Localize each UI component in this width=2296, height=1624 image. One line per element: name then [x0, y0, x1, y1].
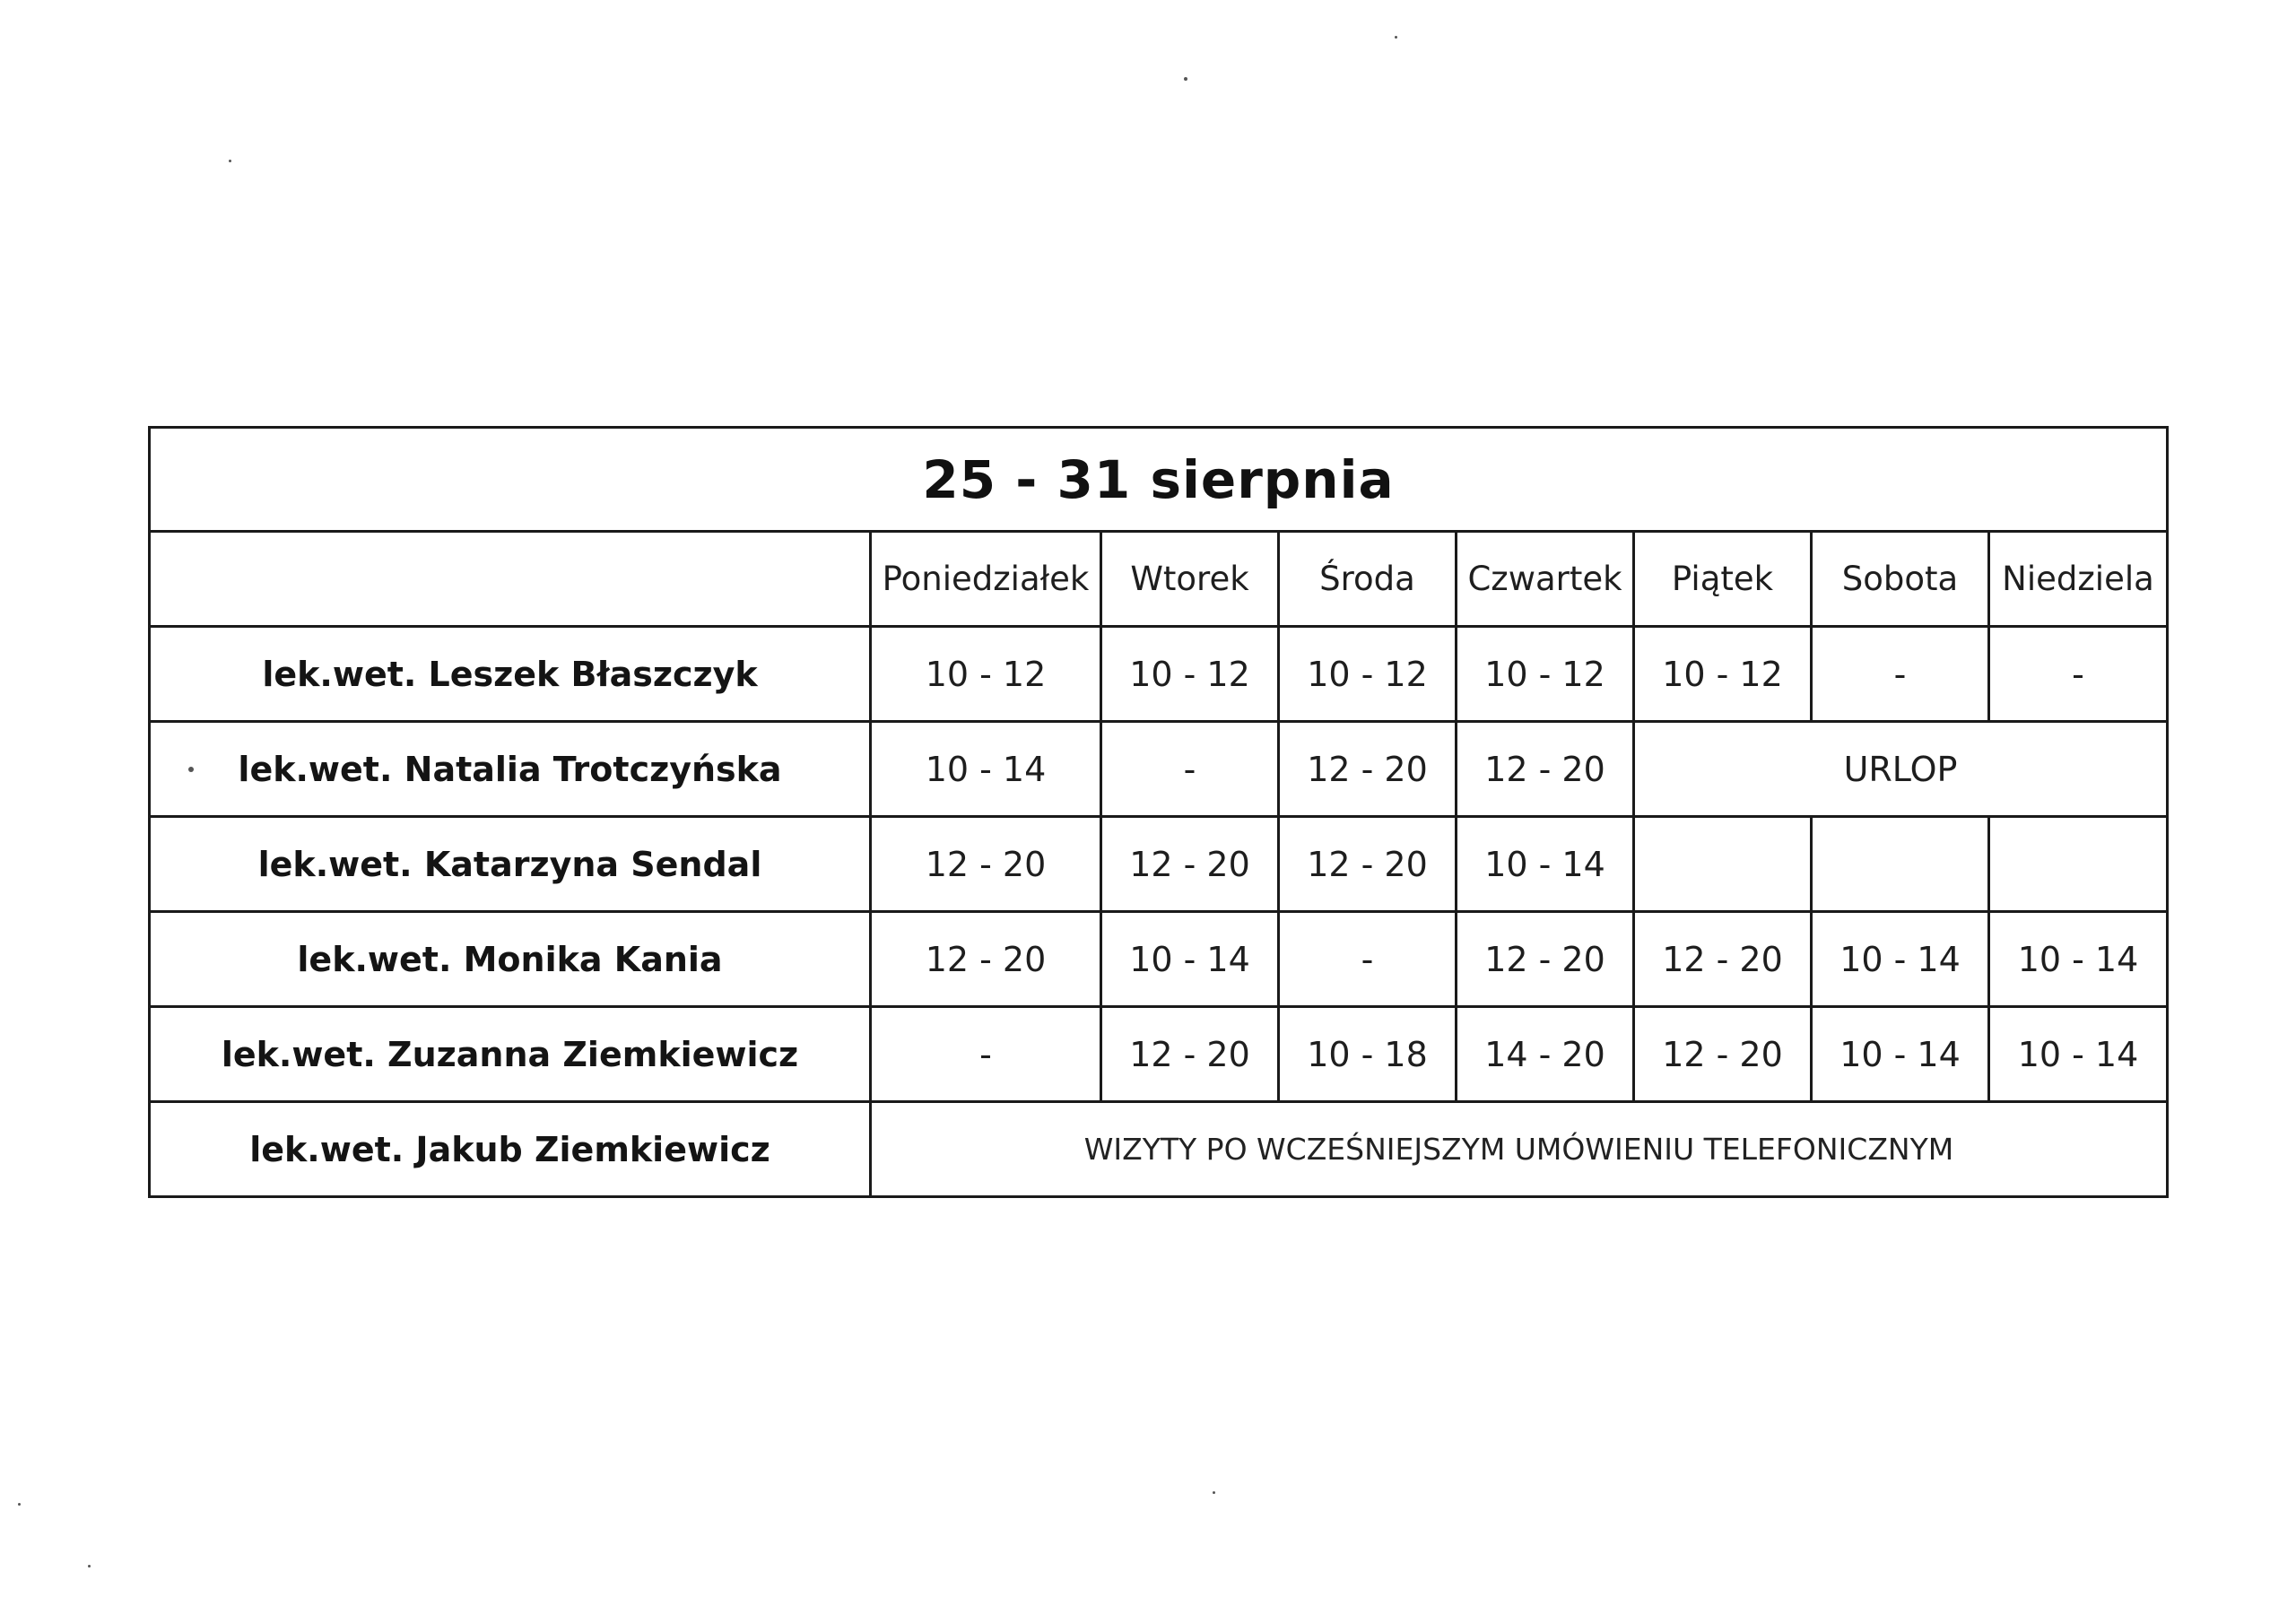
hours-cell: 12 - 20 [1634, 1007, 1812, 1102]
hours-cell: 10 - 14 [1989, 912, 2168, 1007]
scan-speck [229, 160, 231, 162]
hours-cell: 12 - 20 [871, 912, 1101, 1007]
vacation-cell: URLOP [1634, 722, 2168, 817]
hours-cell: 12 - 20 [1279, 722, 1457, 817]
day-tuesday: Wtorek [1101, 532, 1279, 627]
doctor-row [150, 912, 2168, 1007]
hours-cell: 10 - 12 [1279, 627, 1457, 722]
hours-cell: 12 - 20 [1634, 912, 1812, 1007]
hours-cell: 10 - 12 [1457, 627, 1634, 722]
hours-cell: 10 - 18 [1279, 1007, 1457, 1102]
appointment-note-cell: WIZYTY PO WCZEŚNIEJSZYM UMÓWIENIU TELEFONICZNYM [871, 1102, 2168, 1197]
hours-cell: 10 - 12 [1101, 627, 1279, 722]
hours-cell: - [1279, 912, 1457, 1007]
day-saturday: Sobota [1812, 532, 1989, 627]
day-monday: Poniedziałek [871, 532, 1101, 627]
hours-cell: 10 - 14 [1101, 912, 1279, 1007]
doctor-name: lek.wet. Jakub Ziemkiewicz [150, 1102, 871, 1197]
hours-cell: - [1812, 627, 1989, 722]
hours-cell: 10 - 14 [871, 722, 1101, 817]
hours-cell [1634, 817, 1812, 912]
scan-speck [1213, 1491, 1215, 1494]
doctor-row [150, 1102, 2168, 1197]
schedule-title: 25 - 31 sierpnia [922, 448, 1395, 510]
hours-cell: 10 - 14 [1812, 1007, 1989, 1102]
day-header-row [150, 532, 2168, 627]
hours-cell: - [871, 1007, 1101, 1102]
doctor-name: lek.wet. Katarzyna Sendal [150, 817, 871, 912]
doctor-name: lek.wet. Natalia Trotczyńska [150, 722, 871, 817]
hours-cell: 12 - 20 [1101, 1007, 1279, 1102]
hours-cell: 12 - 20 [871, 817, 1101, 912]
schedule-table [148, 426, 2169, 1198]
hours-cell: 10 - 14 [1989, 1007, 2168, 1102]
hours-cell: - [1989, 627, 2168, 722]
doctor-row [150, 722, 2168, 817]
scan-speck [88, 1565, 91, 1568]
hours-cell: - [1101, 722, 1279, 817]
doctor-name: lek.wet. Monika Kania [150, 912, 871, 1007]
day-wednesday: Środa [1279, 532, 1457, 627]
hours-cell: 14 - 20 [1457, 1007, 1634, 1102]
title-cell [150, 428, 2168, 532]
hours-cell: 10 - 14 [1457, 817, 1634, 912]
hours-cell: 10 - 14 [1812, 912, 1989, 1007]
doctor-row [150, 1007, 2168, 1102]
hours-cell [1989, 817, 2168, 912]
scan-speck [1395, 36, 1397, 39]
hours-cell: 12 - 20 [1279, 817, 1457, 912]
doctor-row [150, 627, 2168, 722]
empty-corner-cell [150, 532, 871, 627]
hours-cell: 12 - 20 [1101, 817, 1279, 912]
doctor-row [150, 817, 2168, 912]
day-thursday: Czwartek [1457, 532, 1634, 627]
hours-cell: 10 - 12 [1634, 627, 1812, 722]
scan-speck [18, 1503, 21, 1506]
day-friday: Piątek [1634, 532, 1812, 627]
scan-speck [1184, 77, 1187, 81]
hours-cell: 10 - 12 [871, 627, 1101, 722]
hours-cell: 12 - 20 [1457, 722, 1634, 817]
title-row [150, 428, 2168, 532]
doctor-name: lek.wet. Leszek Błaszczyk [150, 627, 871, 722]
hours-cell: 12 - 20 [1457, 912, 1634, 1007]
hours-cell [1812, 817, 1989, 912]
day-sunday: Niedziela [1989, 532, 2168, 627]
doctor-name: lek.wet. Zuzanna Ziemkiewicz [150, 1007, 871, 1102]
